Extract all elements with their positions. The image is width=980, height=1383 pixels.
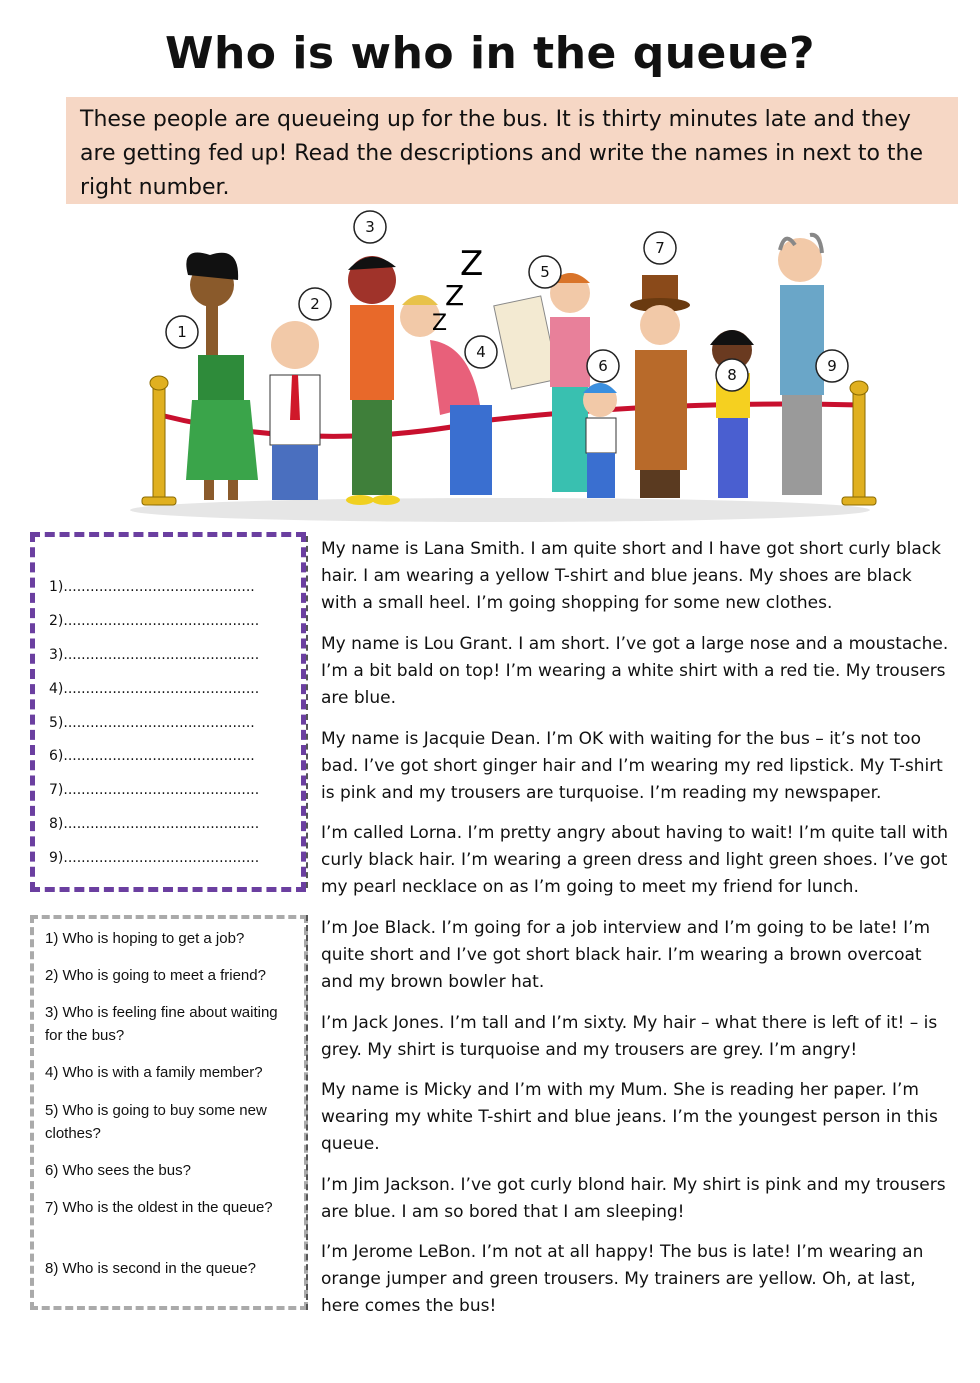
description-7: My name is Micky and I’m with my Mum. She is reading her paper. I’m wearing my white T-shirt and blue jeans. I’m the youngest person in this queue.: [321, 1080, 938, 1154]
intro-box: [66, 97, 958, 204]
svg-text:3: 3: [365, 218, 375, 236]
description-2: My name is Lou Grant. I am short. I’ve got a large nose and a moustache. I’m a bit bald on top! I’m wearing a white shirt with a red tie. My trousers are blue.: [321, 634, 949, 708]
number-bubble-2: [299, 288, 331, 320]
page-title: Who is who in the queue?: [164, 28, 816, 79]
svg-text:1: 1: [177, 323, 187, 341]
answer-line-2[interactable]: 2)............................................: [49, 613, 260, 629]
number-bubble-8: [716, 359, 748, 391]
number-bubble-4: [465, 336, 497, 368]
queue-illustration: [120, 205, 880, 530]
svg-text:4: 4: [476, 343, 486, 361]
separator-bottom: [306, 915, 308, 1310]
question-5: 5) Who is going to buy some new clothes?: [45, 1102, 267, 1142]
description-9: I’m Jerome LeBon. I’m not at all happy! The bus is late! I’m wearing an orange jumper and green trousers. My trainers are yellow. Oh, at last, here comes the bus!: [321, 1242, 924, 1316]
separator-top: [306, 536, 308, 888]
question-4: 4) Who is with a family member?: [45, 1064, 263, 1081]
number-bubble-9: [816, 350, 848, 382]
intro-text: These people are queueing up for the bus. It is thirty minutes late and they are getting fed up! Read the descriptions and write the names in next to the right number.: [80, 107, 924, 200]
description-5: I’m Joe Black. I’m going for a job interview and I’m going to be late! I’m quite short and I’ve got short black hair. I’m wearing a brown overcoat and my brown bowler hat.: [321, 918, 931, 992]
question-2: 2) Who is going to meet a friend?: [45, 967, 266, 984]
svg-text:8: 8: [727, 366, 737, 384]
answer-line-5[interactable]: 5)...........................................: [49, 715, 255, 731]
question-7: 7) Who is the oldest in the queue?: [45, 1199, 273, 1216]
question-6: 6) Who sees the bus?: [45, 1162, 191, 1179]
svg-text:9: 9: [827, 357, 837, 375]
sleep-z-1: Z: [460, 244, 484, 284]
number-bubble-1: [166, 316, 198, 348]
description-8: I’m Jim Jackson. I’ve got curly blond hair. My shirt is pink and my trousers are blue. I am so bored that I am sleeping!: [321, 1175, 946, 1222]
number-bubble-7: [644, 232, 676, 264]
answer-line-9[interactable]: 9)............................................: [49, 850, 260, 866]
answer-line-8[interactable]: 8)............................................: [49, 816, 260, 832]
number-bubble-3: [354, 211, 386, 243]
question-3: 3) Who is feeling fine about waiting for the bus?: [45, 1004, 278, 1044]
svg-text:2: 2: [310, 295, 320, 313]
questions-box: [30, 915, 308, 1310]
sleep-z-2: Z: [445, 279, 465, 312]
answer-line-3[interactable]: 3)............................................: [49, 647, 260, 663]
description-4: I’m called Lorna. I’m pretty angry about having to wait! I’m quite tall with curly black hair. I’m wearing a green dress and light green shoes. I’ve got my pearl necklace on as I’m going to meet my friend for lunch.: [321, 823, 948, 897]
sleep-z-3: Z: [432, 311, 448, 336]
description-6: I’m Jack Jones. I’m tall and I’m sixty. My hair – what there is left of it! – is grey. My shirt is turquoise and my trousers are grey. I’m angry!: [321, 1013, 938, 1060]
number-bubble-5: [529, 256, 561, 288]
question-8: 8) Who is second in the queue?: [45, 1260, 256, 1277]
description-3: My name is Jacquie Dean. I’m OK with waiting for the bus – it’s not too bad. I’ve got short ginger hair and I’m wearing my red lipstick. My T-shirt is pink and my trousers are turquoise. I’m reading my newspaper.: [321, 729, 943, 803]
answer-line-1[interactable]: 1)...........................................: [49, 579, 255, 595]
description-1: My name is Lana Smith. I am quite short and I have got short curly black hair. I am wearing a yellow T-shirt and blue jeans. My shoes are black with a small heel. I’m going shopping for some new clothes.: [321, 539, 941, 613]
question-1: 1) Who is hoping to get a job?: [45, 930, 245, 947]
answer-line-6[interactable]: 6)...........................................: [49, 748, 255, 764]
svg-text:7: 7: [655, 239, 665, 257]
number-bubble-6: [587, 350, 619, 382]
svg-text:6: 6: [598, 357, 608, 375]
answer-box: [30, 532, 306, 892]
answer-line-4[interactable]: 4)............................................: [49, 681, 260, 697]
svg-text:5: 5: [540, 263, 550, 281]
answer-line-7[interactable]: 7)............................................: [49, 782, 260, 798]
